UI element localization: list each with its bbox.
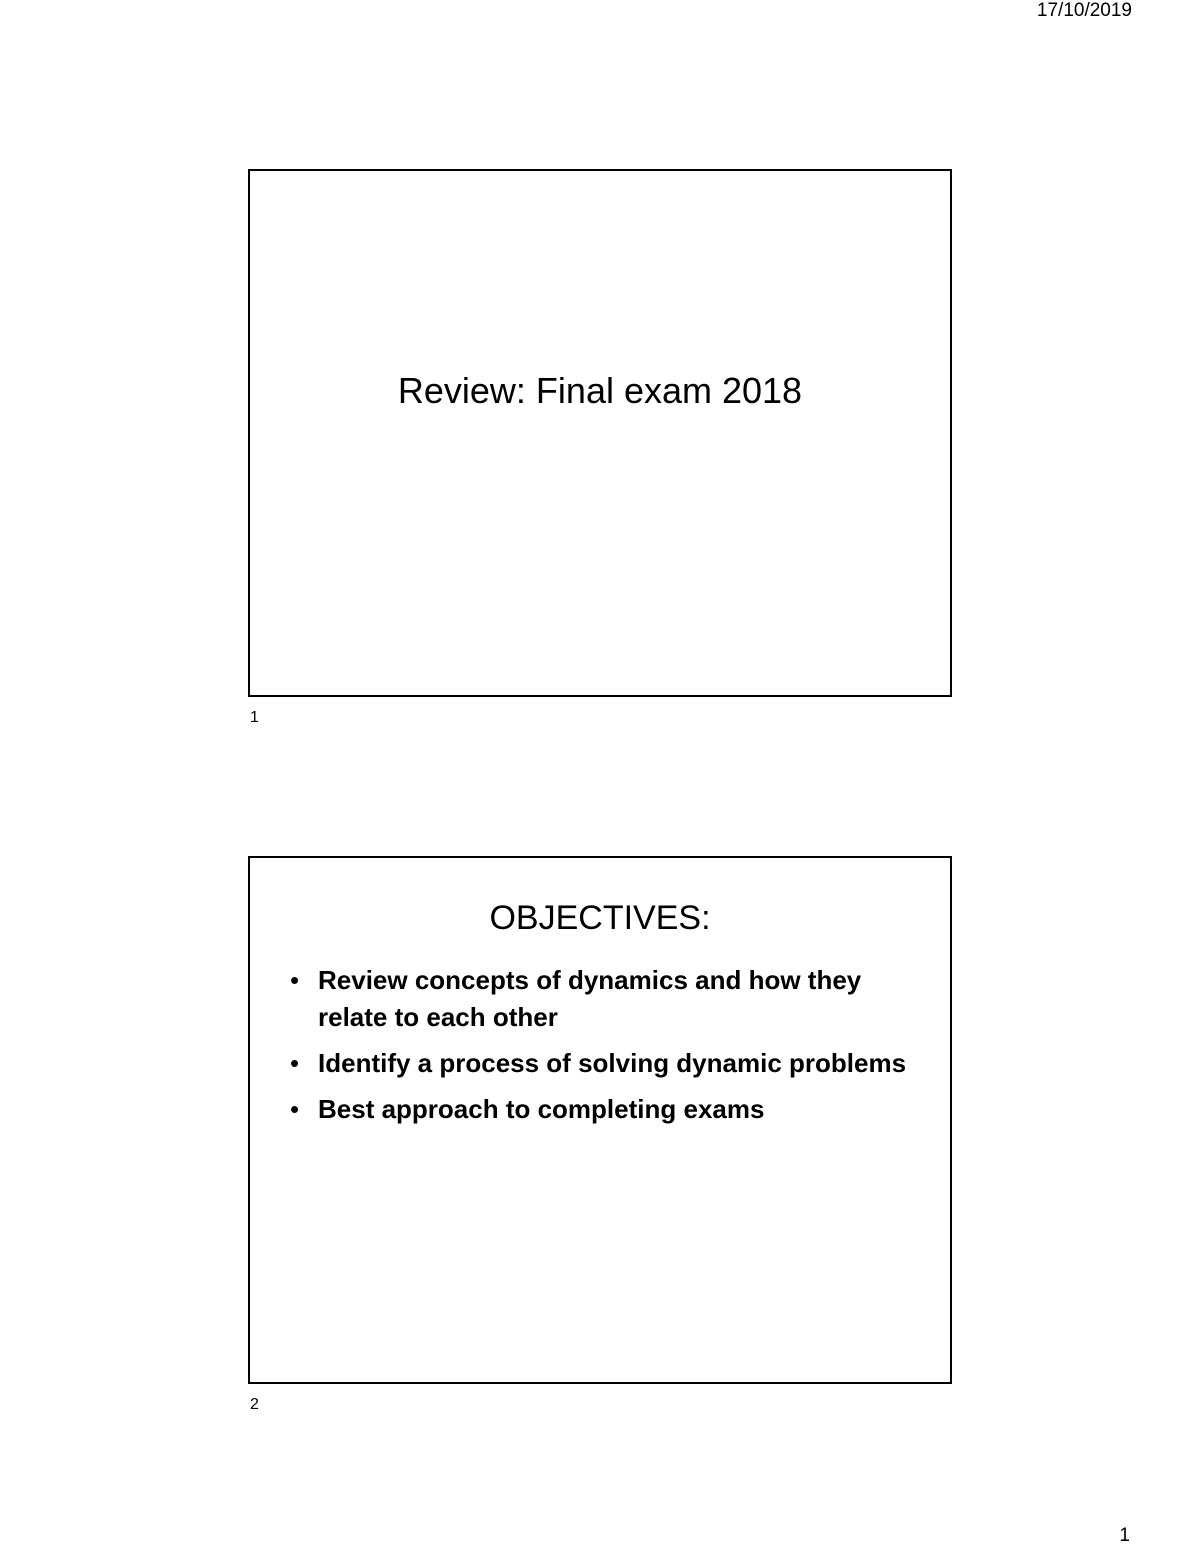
slide-2-title: OBJECTIVES: bbox=[489, 899, 711, 937]
header-date: 17/10/2019 bbox=[1036, 0, 1132, 21]
slide-1-title: Review: Final exam 2018 bbox=[397, 370, 803, 411]
bullet-icon: • bbox=[290, 965, 300, 995]
objective-item bbox=[288, 962, 910, 1036]
slide-2-frame bbox=[248, 856, 952, 1384]
objective-text: Review concepts of dynamics and how they relate to each other bbox=[318, 965, 862, 1032]
slide-1-frame bbox=[248, 169, 952, 697]
slide-2-number: 2 bbox=[250, 1396, 259, 1413]
bullet-icon: • bbox=[290, 1048, 300, 1078]
objectives-list bbox=[288, 962, 910, 1137]
slide-1-number: 1 bbox=[250, 709, 259, 726]
bullet-icon: • bbox=[290, 1094, 300, 1124]
page-number: 1 bbox=[1119, 1525, 1130, 1546]
objective-text: Identify a process of solving dynamic problems bbox=[318, 1048, 907, 1078]
objective-item bbox=[288, 1091, 910, 1128]
objective-text: Best approach to completing exams bbox=[318, 1094, 765, 1124]
objective-item bbox=[288, 1045, 910, 1082]
